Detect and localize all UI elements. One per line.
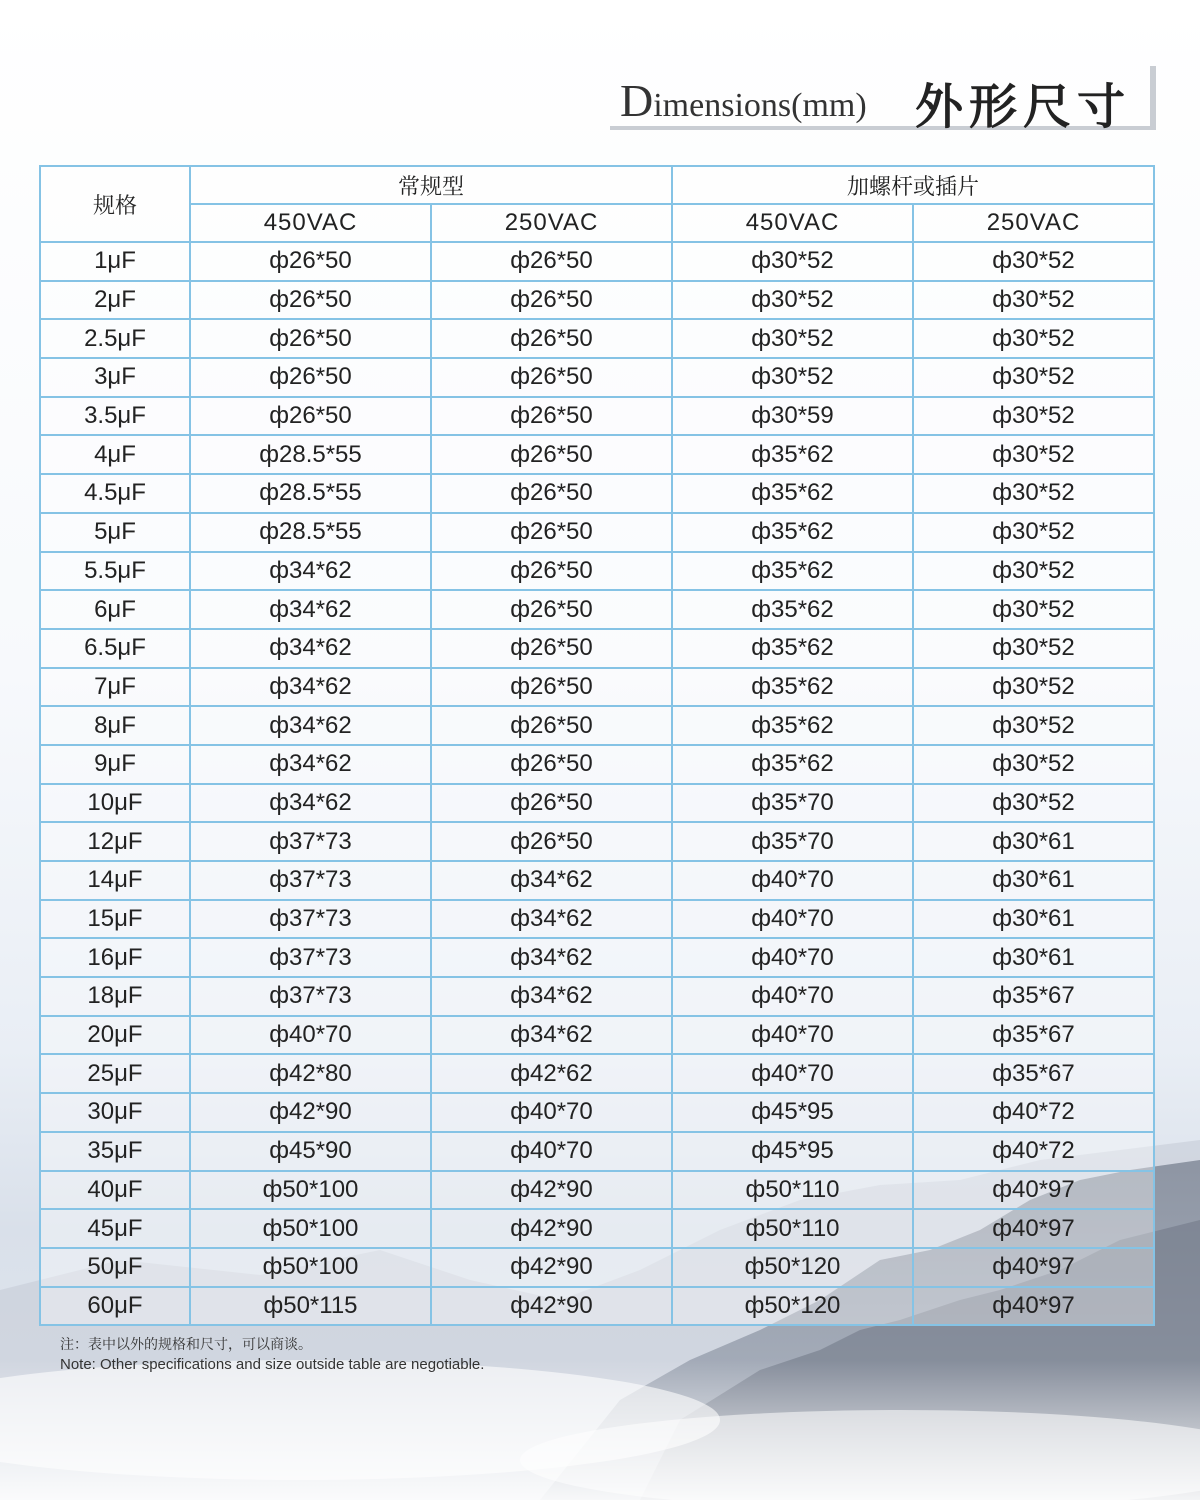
spec-cell: 40μF — [40, 1171, 190, 1210]
dimension-cell: ф30*52 — [913, 281, 1154, 320]
dimension-cell: ф37*73 — [190, 938, 431, 977]
dimension-cell: ф42*80 — [190, 1054, 431, 1093]
spec-cell: 12μF — [40, 822, 190, 861]
dimension-cell: ф40*70 — [431, 1132, 672, 1171]
title-initial: D — [620, 75, 654, 126]
table-row — [40, 397, 1154, 436]
dimension-cell: ф42*90 — [431, 1248, 672, 1287]
dimension-cell: ф26*50 — [190, 281, 431, 320]
dimension-cell: ф45*95 — [672, 1132, 913, 1171]
dimension-cell: ф40*70 — [672, 1054, 913, 1093]
spec-cell: 35μF — [40, 1132, 190, 1171]
spec-cell: 14μF — [40, 861, 190, 900]
dimension-cell: ф26*50 — [431, 629, 672, 668]
table-row — [40, 552, 1154, 591]
dimension-cell: ф40*70 — [672, 861, 913, 900]
table-row — [40, 319, 1154, 358]
footnote — [60, 1334, 484, 1373]
spec-cell: 3.5μF — [40, 397, 190, 436]
dimension-cell: ф26*50 — [431, 319, 672, 358]
dimension-cell: ф26*50 — [431, 474, 672, 513]
table-body — [40, 242, 1154, 1325]
table-row — [40, 938, 1154, 977]
dimension-cell: ф28.5*55 — [190, 474, 431, 513]
group-header-standard: 常规型 — [190, 166, 672, 204]
dimension-cell: ф37*73 — [190, 900, 431, 939]
dimension-cell: ф42*90 — [431, 1209, 672, 1248]
spec-cell: 45μF — [40, 1209, 190, 1248]
table-row — [40, 706, 1154, 745]
table-row — [40, 1209, 1154, 1248]
spec-header: 规格 — [40, 166, 190, 242]
dimension-cell: ф34*62 — [190, 745, 431, 784]
subheader-standard-450vac: 450VAC — [190, 204, 431, 242]
dimension-cell: ф37*73 — [190, 977, 431, 1016]
subheader-screw-450vac: 450VAC — [672, 204, 913, 242]
dimension-cell: ф40*97 — [913, 1209, 1154, 1248]
dimension-cell: ф34*62 — [431, 861, 672, 900]
dimension-cell: ф40*70 — [672, 938, 913, 977]
spec-cell: 9μF — [40, 745, 190, 784]
subheader-screw-250vac: 250VAC — [913, 204, 1154, 242]
table-row — [40, 281, 1154, 320]
dimension-cell: ф40*97 — [913, 1171, 1154, 1210]
dimension-cell: ф30*52 — [672, 242, 913, 281]
dimension-cell: ф26*50 — [431, 784, 672, 823]
dimension-cell: ф30*52 — [913, 706, 1154, 745]
dimension-cell: ф35*62 — [672, 668, 913, 707]
table-row — [40, 242, 1154, 281]
dimensions-table-container — [39, 165, 1155, 1326]
spec-cell: 15μF — [40, 900, 190, 939]
dimension-cell: ф50*120 — [672, 1287, 913, 1326]
dimension-cell: ф45*90 — [190, 1132, 431, 1171]
spec-cell: 3μF — [40, 358, 190, 397]
spec-cell: 30μF — [40, 1093, 190, 1132]
spec-cell: 18μF — [40, 977, 190, 1016]
dimension-cell: ф35*67 — [913, 1016, 1154, 1055]
dimension-cell: ф30*52 — [913, 474, 1154, 513]
dimension-cell: ф30*52 — [913, 590, 1154, 629]
footnote-english: Note: Other specifications and size outside table are negotiable. — [60, 1356, 485, 1373]
table-row — [40, 1016, 1154, 1055]
subheader-standard-250vac: 250VAC — [431, 204, 672, 242]
dimension-cell: ф35*67 — [913, 1054, 1154, 1093]
dimension-cell: ф35*62 — [672, 474, 913, 513]
dimension-cell: ф30*52 — [913, 552, 1154, 591]
dimension-cell: ф45*95 — [672, 1093, 913, 1132]
dimension-cell: ф26*50 — [431, 822, 672, 861]
dimension-cell: ф50*110 — [672, 1209, 913, 1248]
footnote-chinese: 注：表中以外的规格和尺寸，可以商谈。 — [60, 1337, 312, 1353]
dimension-cell: ф26*50 — [190, 358, 431, 397]
spec-cell: 5.5μF — [40, 552, 190, 591]
spec-cell: 7μF — [40, 668, 190, 707]
table-row — [40, 513, 1154, 552]
dimension-cell: ф28.5*55 — [190, 435, 431, 474]
dimension-cell: ф30*52 — [913, 745, 1154, 784]
dimension-cell: ф26*50 — [431, 590, 672, 629]
table-row — [40, 474, 1154, 513]
dimension-cell: ф35*67 — [913, 977, 1154, 1016]
dimension-cell: ф30*52 — [913, 242, 1154, 281]
dimension-cell: ф35*62 — [672, 745, 913, 784]
table-row — [40, 435, 1154, 474]
dimension-cell: ф26*50 — [431, 358, 672, 397]
dimension-cell: ф30*52 — [913, 513, 1154, 552]
dimension-cell: ф40*97 — [913, 1287, 1154, 1326]
dimension-cell: ф50*100 — [190, 1209, 431, 1248]
dimension-cell: ф26*50 — [190, 319, 431, 358]
dimension-cell: ф26*50 — [431, 397, 672, 436]
dimension-cell: ф35*62 — [672, 513, 913, 552]
dimension-cell: ф30*61 — [913, 861, 1154, 900]
dimension-cell: ф30*61 — [913, 900, 1154, 939]
dimension-cell: ф35*62 — [672, 706, 913, 745]
title-english — [620, 74, 867, 127]
dimension-cell: ф42*90 — [431, 1287, 672, 1326]
spec-cell: 50μF — [40, 1248, 190, 1287]
dimension-cell: ф40*70 — [672, 900, 913, 939]
table-row — [40, 1093, 1154, 1132]
table-row — [40, 784, 1154, 823]
dimension-cell: ф26*50 — [431, 745, 672, 784]
title-rest: imensions(mm) — [653, 87, 867, 124]
dimension-cell: ф40*70 — [672, 1016, 913, 1055]
table-row — [40, 629, 1154, 668]
spec-cell: 2.5μF — [40, 319, 190, 358]
dimension-cell: ф34*62 — [190, 552, 431, 591]
dimension-cell: ф40*72 — [913, 1093, 1154, 1132]
spec-cell: 6.5μF — [40, 629, 190, 668]
spec-cell: 2μF — [40, 281, 190, 320]
dimension-cell: ф26*50 — [431, 513, 672, 552]
dimension-cell: ф28.5*55 — [190, 513, 431, 552]
spec-cell: 4.5μF — [40, 474, 190, 513]
dimension-cell: ф35*62 — [672, 435, 913, 474]
dimension-cell: ф34*62 — [190, 668, 431, 707]
dimension-cell: ф30*52 — [913, 358, 1154, 397]
title-chinese: 外形尺寸 — [915, 79, 1132, 135]
dimension-cell: ф30*52 — [672, 281, 913, 320]
table-row — [40, 1248, 1154, 1287]
dimension-cell: ф50*100 — [190, 1248, 431, 1287]
table-row — [40, 358, 1154, 397]
title-block — [610, 66, 1152, 135]
dimension-cell: ф50*120 — [672, 1248, 913, 1287]
spec-cell: 10μF — [40, 784, 190, 823]
dimension-cell: ф37*73 — [190, 822, 431, 861]
dimension-cell: ф34*62 — [431, 938, 672, 977]
dimension-cell: ф50*110 — [672, 1171, 913, 1210]
table-row — [40, 1132, 1154, 1171]
table-row — [40, 745, 1154, 784]
dimension-cell: ф40*70 — [431, 1093, 672, 1132]
dimension-cell: ф34*62 — [190, 629, 431, 668]
dimension-cell: ф42*90 — [431, 1171, 672, 1210]
dimension-cell: ф26*50 — [431, 242, 672, 281]
dimension-cell: ф26*50 — [431, 435, 672, 474]
dimension-cell: ф40*97 — [913, 1248, 1154, 1287]
table-row — [40, 1171, 1154, 1210]
table-row — [40, 861, 1154, 900]
dimension-cell: ф35*62 — [672, 552, 913, 591]
dimension-cell: ф35*70 — [672, 784, 913, 823]
spec-cell: 20μF — [40, 1016, 190, 1055]
dimension-cell: ф30*52 — [913, 784, 1154, 823]
dimension-cell: ф26*50 — [431, 552, 672, 591]
dimension-cell: ф50*115 — [190, 1287, 431, 1326]
dimension-cell: ф30*52 — [913, 319, 1154, 358]
dimension-cell: ф30*61 — [913, 938, 1154, 977]
dimension-cell: ф30*52 — [672, 358, 913, 397]
table-row — [40, 668, 1154, 707]
dimension-cell: ф35*70 — [672, 822, 913, 861]
spec-cell: 1μF — [40, 242, 190, 281]
dimension-cell: ф26*50 — [431, 281, 672, 320]
dimension-cell: ф30*59 — [672, 397, 913, 436]
dimension-cell: ф50*100 — [190, 1171, 431, 1210]
dimension-cell: ф34*62 — [190, 590, 431, 629]
dimension-cell: ф35*62 — [672, 590, 913, 629]
dimension-cell: ф30*52 — [913, 397, 1154, 436]
table-row — [40, 1287, 1154, 1326]
dimension-cell: ф30*52 — [913, 435, 1154, 474]
table-row — [40, 590, 1154, 629]
spec-cell: 6μF — [40, 590, 190, 629]
group-header-screw-or-tab: 加螺杆或插片 — [672, 166, 1154, 204]
dimension-cell: ф30*52 — [913, 629, 1154, 668]
dimension-cell: ф40*72 — [913, 1132, 1154, 1171]
dimension-cell: ф34*62 — [431, 1016, 672, 1055]
table-row — [40, 900, 1154, 939]
dimension-cell: ф34*62 — [190, 706, 431, 745]
dimension-cell: ф40*70 — [190, 1016, 431, 1055]
spec-cell: 8μF — [40, 706, 190, 745]
spec-cell: 25μF — [40, 1054, 190, 1093]
spec-cell: 5μF — [40, 513, 190, 552]
dimension-cell: ф37*73 — [190, 861, 431, 900]
dimension-cell: ф34*62 — [431, 977, 672, 1016]
dimension-cell: ф40*70 — [672, 977, 913, 1016]
dimension-cell: ф34*62 — [431, 900, 672, 939]
spec-cell: 16μF — [40, 938, 190, 977]
spec-cell: 4μF — [40, 435, 190, 474]
dimension-cell: ф34*62 — [190, 784, 431, 823]
dimension-cell: ф26*50 — [431, 706, 672, 745]
table-row — [40, 822, 1154, 861]
dimension-cell: ф30*52 — [672, 319, 913, 358]
dimension-cell: ф26*50 — [190, 242, 431, 281]
dimension-cell: ф42*90 — [190, 1093, 431, 1132]
dimension-cell: ф26*50 — [431, 668, 672, 707]
dimensions-table — [39, 165, 1155, 1326]
spec-cell: 60μF — [40, 1287, 190, 1326]
dimension-cell: ф42*62 — [431, 1054, 672, 1093]
dimension-cell: ф26*50 — [190, 397, 431, 436]
dimension-cell: ф35*62 — [672, 629, 913, 668]
dimension-cell: ф30*61 — [913, 822, 1154, 861]
dimension-cell: ф30*52 — [913, 668, 1154, 707]
table-row — [40, 977, 1154, 1016]
table-row — [40, 1054, 1154, 1093]
